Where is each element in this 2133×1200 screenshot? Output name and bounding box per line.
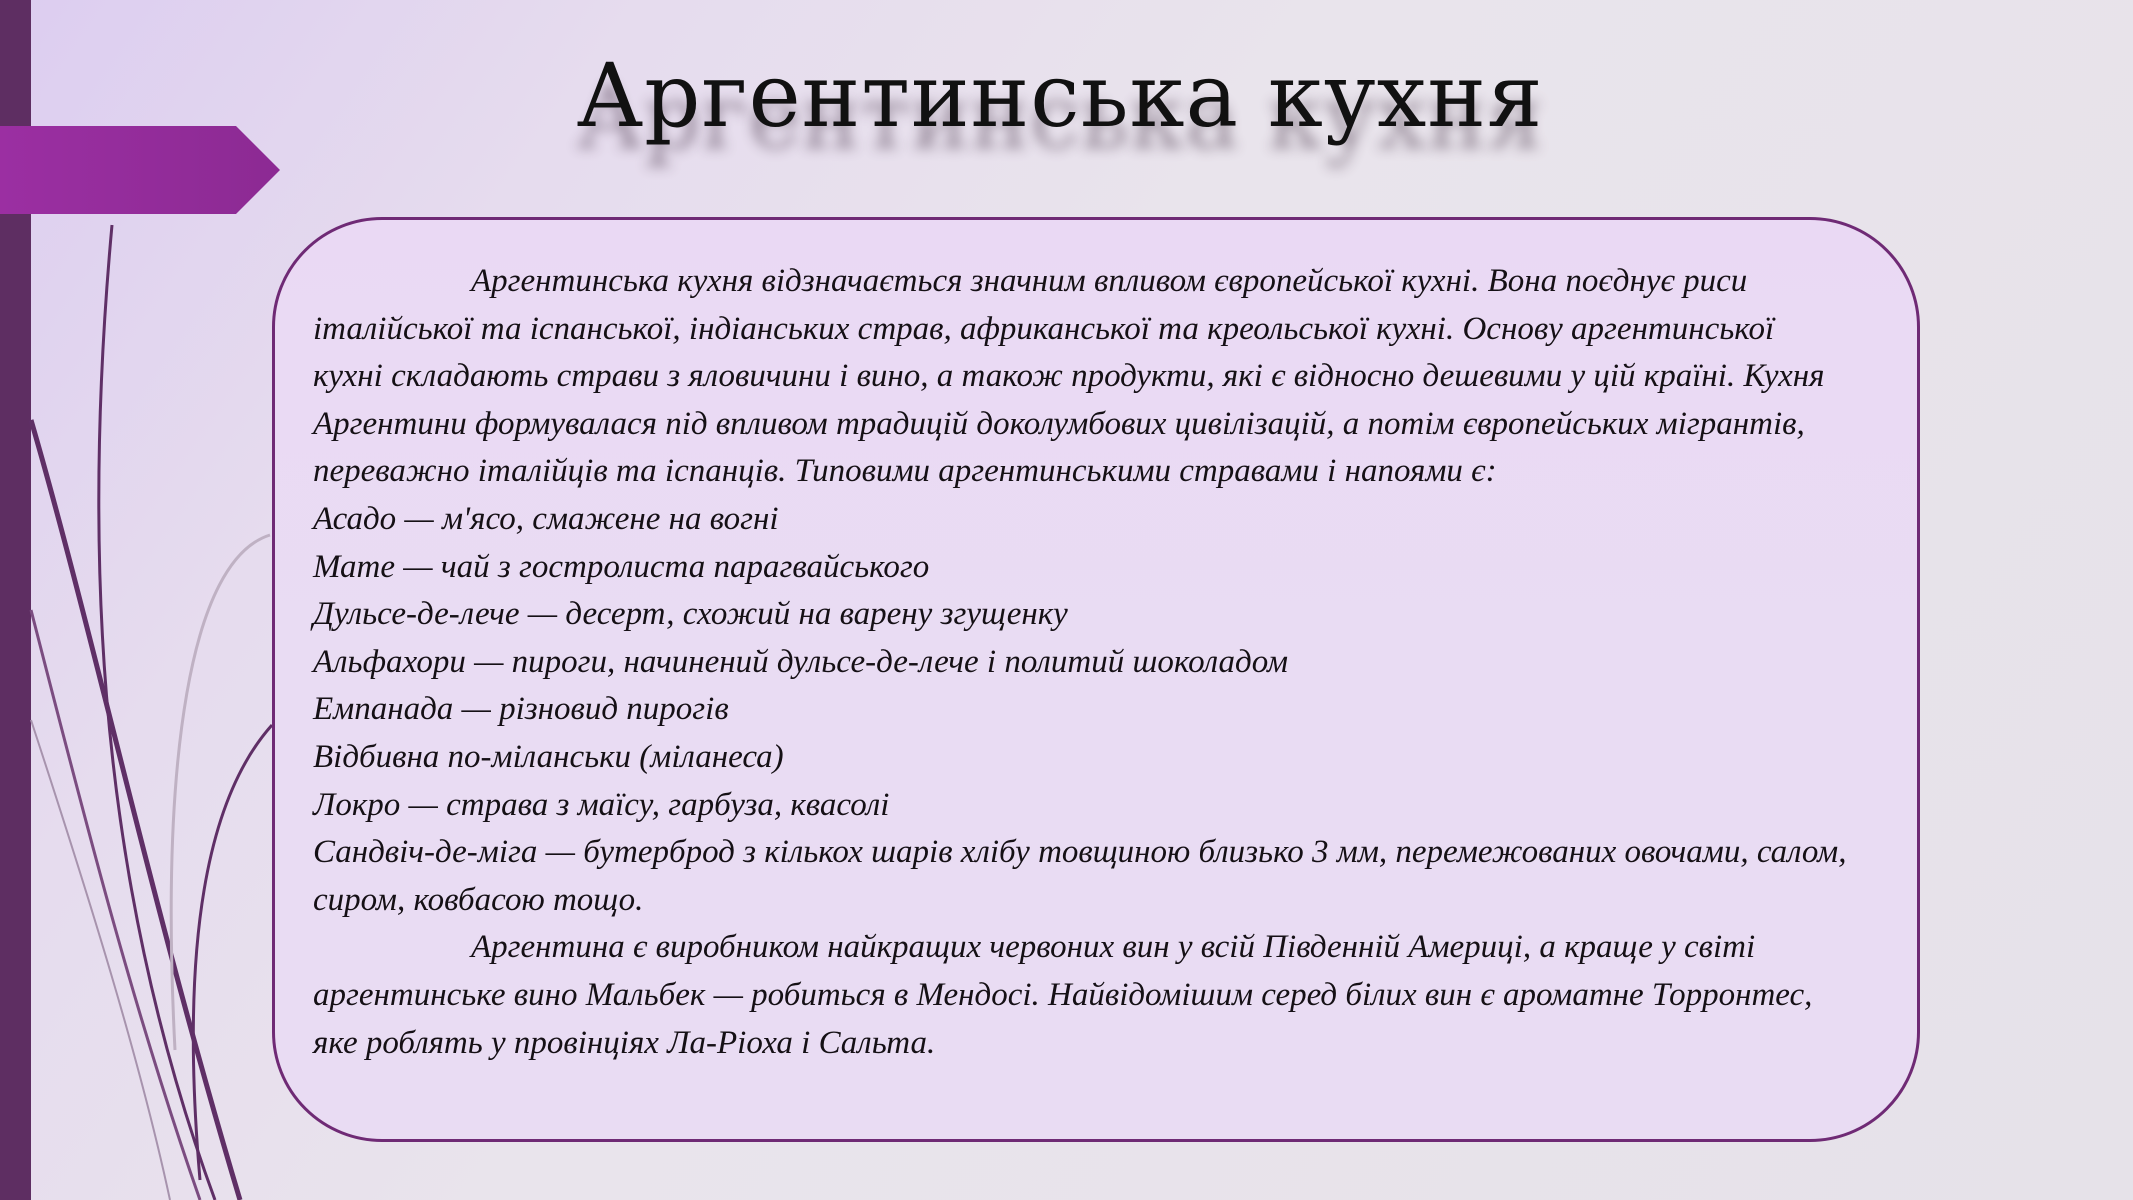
arrow-tab [0,126,280,214]
content-card [272,217,1920,1142]
wine-paragraph: Аргентина є виробником найкращих червоних вин у всій Південній Америці, а краще у світі аргентинське вино Мальбек — робиться в Мендосі. Найвідомішим серед білих вин є ароматне Торронтес, яке роблять у провінціях Ла-Ріоха і Сальта. [313,929,1813,1061]
curve-6 [193,725,272,1180]
list-item: Альфахори — пироги, начинений дульсе-де-лече і политий шоколадом [313,643,1289,680]
dish-list [313,496,1851,924]
curve-2 [31,420,240,1200]
list-item: Дульсе-де-лече — десерт, схожий на варену згущенку [313,596,1068,633]
curve-3 [31,610,200,1200]
list-item: Відбивна по-міланськи (міланеса) [313,738,784,775]
list-item: Емпанада — різновид пирогів [313,691,729,728]
intro-paragraph: Аргентинська кухня відзначається значним впливом європейської кухні. Вона поєднує риси італійської та іспанської, індіанських страв, африканської та креольської кухні. Основу аргентинської кухні складають страви з яловичини і вино, а також продукти, які є відносно дешевими у цій країні. Кухня Аргентини формувалася під впливом традицій доколумбових цивілізацій, а потім європейських мігрантів, переважно італійців та іспанців. Типовими аргентинськими стравами і напоями є: [313,263,1825,490]
curve-5 [171,535,270,1050]
page-title: Аргентинська кухня [576,44,1544,147]
list-item: Локро — страва з маїсу, гарбуза, квасолі [313,786,890,823]
curve-4 [31,720,170,1200]
list-item: Сандвіч-де-міга — бутерброд з кількох шарів хлібу товщиною близько 3 мм, перемежованих овочами, салом, сиром, ковбасою тощо. [313,834,1847,918]
list-item: Асадо — м'ясо, смажене на вогні [313,500,779,537]
list-item: Мате — чай з гостролиста парагвайського [313,548,930,585]
